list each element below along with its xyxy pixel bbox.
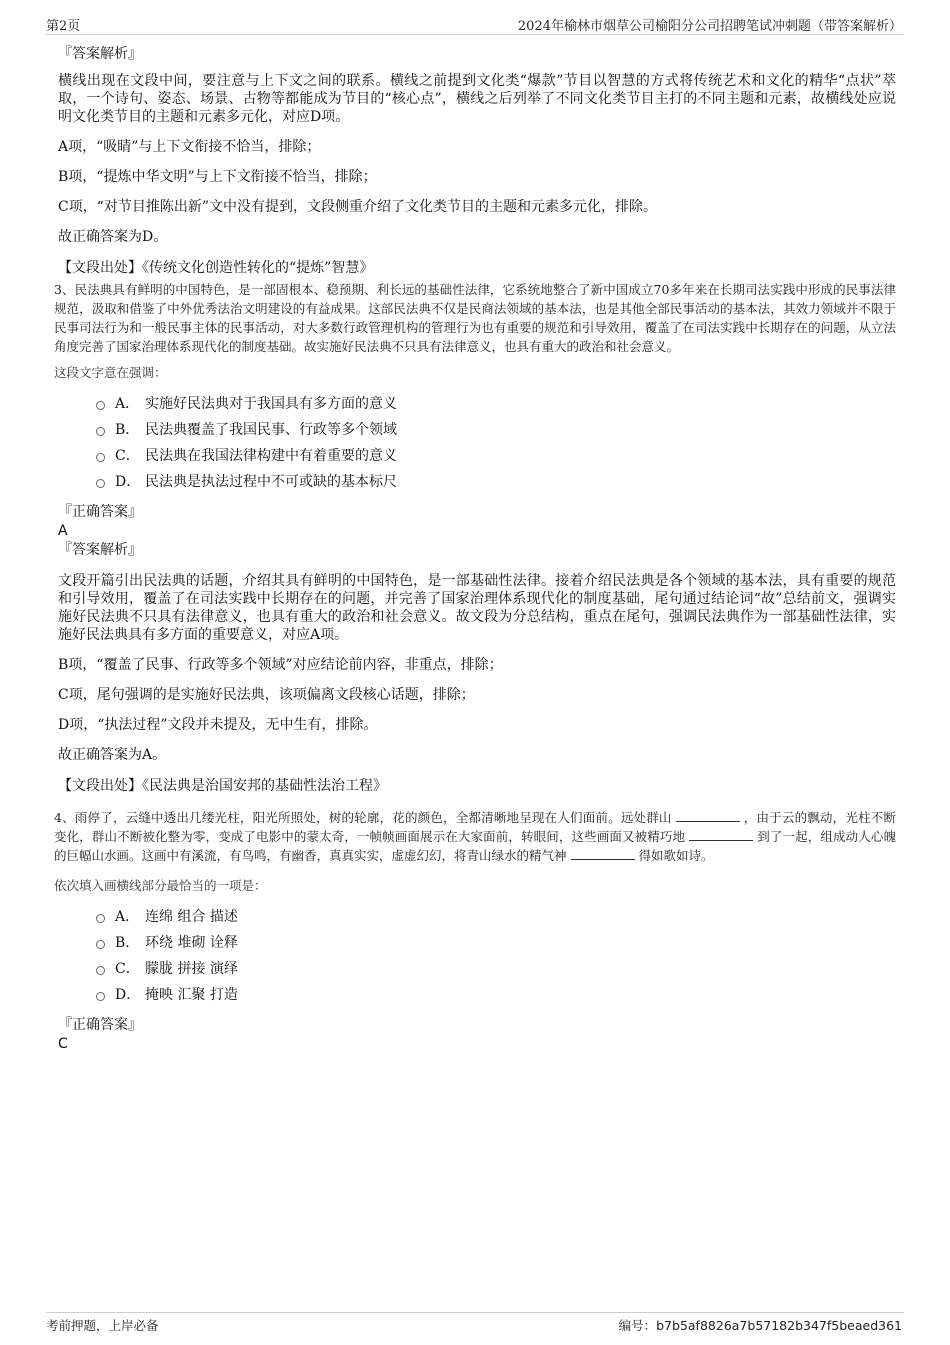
q4-text: 4、雨停了，云缝中透出几缕光柱，阳光所照处，树的轮廓，花的颜色，全都清晰地呈现在人们面前。远处群山 ，由于云的飘动，光柱不断变化，群山不断被化整为零，变成了电影中的蒙太奇，一帧帧画面展示在大家面前，转眼间，这些画面又被精巧地 到了一起，组成动人心魄的巨幅山水画。这画中有溪流，有鸟鸣，有幽香，真真实实，虚虚幻幻，将青山绿水的精气神 得如歌如诗。 (54, 810, 896, 863)
page-footer (46, 1312, 904, 1335)
fill-blank-2 (689, 828, 753, 841)
q2-source: 【文段出处】《传统文化创造性转化的“提炼”智慧》 (58, 260, 374, 276)
correct-answer-label: 『正确答案』 (58, 1017, 142, 1033)
q2-analysis-b: B项，“提炼中华文明”与上下文衔接不恰当，排除； (58, 169, 377, 185)
page-header (46, 14, 904, 35)
q2-analysis-a: A项，“吸睛”与上下文衔接不恰当，排除； (58, 139, 321, 155)
q3-options (96, 390, 904, 494)
q3-option-d[interactable]: D． 民法典是执法过程中不可或缺的基本标尺 (96, 468, 904, 494)
analysis-label: 『答案解析』 (58, 542, 142, 558)
radio-icon[interactable] (96, 479, 105, 488)
q3-answer: A (58, 523, 68, 539)
q3-option-b[interactable]: B． 民法典覆盖了我国民事、行政等多个领域 (96, 416, 904, 442)
q4-answer: C (58, 1036, 68, 1052)
q3-analysis-main: 文段开篇引出民法典的话题，介绍其具有鲜明的中国特色，是一部基础性法律。接着介绍民法典是各个领域的基本法，具有重要的规范和引导效用，覆盖了在司法实践中长期存在的问题，并完善了国家治理体系现代化的制度基础，尾句通过结论词“故”总结前文，强调实施好民法典不只具有法律意义，也具有重大的政治和社会意义。故文段为分总结构，重点在尾句，强调民法典作为一部基础性法律，实施好民法典具有多方面的重要意义，对应A项。 (58, 573, 896, 643)
q4-option-c[interactable]: C． 朦胧 拼接 演绎 (96, 955, 904, 981)
q3-source: 【文段出处】《民法典是治国安邦的基础性法治工程》 (58, 778, 387, 794)
q3-conclusion: 故正确答案为A。 (58, 747, 167, 763)
q4-prompt: 依次填入画横线部分最恰当的一项是： (54, 878, 267, 893)
q3-analysis-d: D项，“执法过程”文段并未提及，无中生有，排除。 (58, 717, 378, 733)
radio-icon[interactable] (96, 427, 105, 436)
q4-option-a[interactable]: A． 连绵 组合 描述 (96, 903, 904, 929)
footer-slogan: 考前押题，上岸必备 (46, 1318, 159, 1333)
radio-icon[interactable] (96, 914, 105, 923)
q3-prompt: 这段文字意在强调： (54, 365, 167, 380)
q3-option-c[interactable]: C． 民法典在我国法律构建中有着重要的意义 (96, 442, 904, 468)
q4-option-d[interactable]: D． 掩映 汇聚 打造 (96, 981, 904, 1007)
document-title: 2024年榆林市烟草公司榆阳分公司招聘笔试冲刺题（带答案解析） (517, 19, 902, 34)
fill-blank-1 (676, 809, 740, 822)
q3-analysis-b: B项，“覆盖了民事、行政等多个领域”对应结论前内容，非重点，排除； (58, 657, 503, 673)
q4-option-b[interactable]: B． 环绕 堆砌 诠释 (96, 929, 904, 955)
q3-text: 3、民法典具有鲜明的中国特色，是一部固根本、稳预期、利长远的基础性法律，它系统地整合了新中国成立70多年来在长期司法实践中形成的民事法律规范，汲取和借鉴了中外优秀法治文明建设的有益成果。这部民法典不仅是民商法领域的基本法，也是其他全部民事活动的基本法，其效力领域并不限于民事司法行为和一般民事主体的民事活动，对大多数行政管理机构的管理行为也有重要的规范和引导效用，覆盖了在司法实践中长期存在的问题，从立法角度完善了国家治理体系现代化的制度基础。故实施好民法典不只具有法律意义，也具有重大的政治和社会意义。 (54, 282, 896, 354)
radio-icon[interactable] (96, 940, 105, 949)
radio-icon[interactable] (96, 966, 105, 975)
radio-icon[interactable] (96, 992, 105, 1001)
radio-icon[interactable] (96, 453, 105, 462)
analysis-label: 『答案解析』 (58, 46, 142, 62)
document-code: 编号：b7b5af8826a7b57182b347f5beaed361 (618, 1318, 902, 1333)
q3-analysis-c: C项，尾句强调的是实施好民法典，该项偏离文段核心话题，排除； (58, 687, 475, 703)
q4-options (96, 903, 904, 1007)
fill-blank-3 (571, 847, 635, 860)
correct-answer-label: 『正确答案』 (58, 504, 142, 520)
q2-analysis-c: C项，“对节目推陈出新”文中没有提到，文段侧重介绍了文化类节目的主题和元素多元化，排除。 (58, 199, 658, 215)
q3-option-a[interactable]: A． 实施好民法典对于我国具有多方面的意义 (96, 390, 904, 416)
q2-analysis-main: 横线出现在文段中间，要注意与上下文之间的联系。横线之前提到文化类“爆款”节目以智慧的方式将传统艺术和文化的精华“点状”萃取，一个诗句、姿态、场景、古物等都能成为节目的“核心点”，横线之后列举了不同文化类节目主打的不同主题和元素，故横线处应说明文化类节目的主题和元素多元化，对应D项。 (58, 73, 896, 125)
radio-icon[interactable] (96, 401, 105, 410)
q2-conclusion: 故正确答案为D。 (58, 229, 168, 245)
page-content (46, 44, 904, 1053)
page-number: 第2页 (46, 19, 81, 34)
